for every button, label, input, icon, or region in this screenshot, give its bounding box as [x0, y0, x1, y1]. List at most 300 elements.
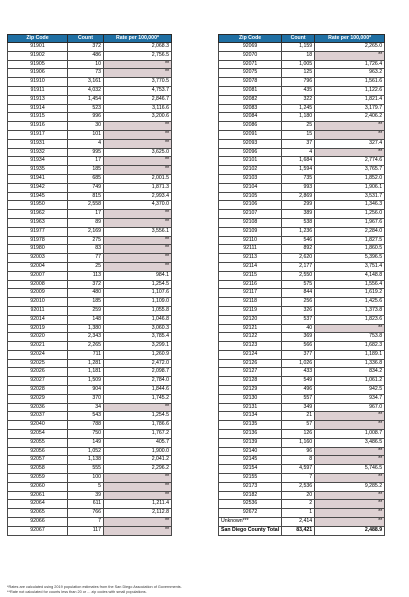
count-cell: 433: [282, 368, 315, 377]
rate-cell: 3,531.7: [315, 192, 385, 201]
rate-cell: 934.7: [315, 394, 385, 403]
zip-cell: 92040: [8, 421, 68, 430]
count-cell: 796: [282, 78, 315, 87]
zip-cell: 92145: [219, 456, 282, 465]
count-cell: 543: [68, 412, 104, 421]
count-cell: 2,558: [68, 201, 104, 210]
rate-cell: 5,396.5: [315, 254, 385, 263]
rate-cell: 753.8: [315, 333, 385, 342]
zip-cell: 92057: [8, 456, 68, 465]
count-cell: 735: [282, 174, 315, 183]
rate-cell: **: [315, 421, 385, 430]
zip-cell: 92103: [219, 174, 282, 183]
table-row: [219, 447, 385, 456]
table-row: [219, 51, 385, 60]
table-row: [8, 78, 172, 87]
count-cell: 1,159: [282, 43, 315, 52]
zip-cell: 91942: [8, 183, 68, 192]
table-row: [8, 430, 172, 439]
table-row: [8, 201, 172, 210]
count-cell: 480: [68, 289, 104, 298]
rate-cell: 1,122.6: [315, 86, 385, 95]
table-row: [8, 491, 172, 500]
zip-cell: 92014: [8, 315, 68, 324]
zip-cell: 91917: [8, 130, 68, 139]
rate-cell: 967.0: [315, 403, 385, 412]
rate-cell: **: [104, 166, 172, 175]
zip-cell: 92101: [219, 157, 282, 166]
table-row: [219, 95, 385, 104]
table-row: [8, 482, 172, 491]
unknown-row: [219, 518, 385, 527]
zip-cell: 92027: [8, 377, 68, 386]
rate-cell: 2,001.5: [104, 174, 172, 183]
count-cell: 904: [68, 386, 104, 395]
zip-cell: 92070: [219, 51, 282, 60]
count-cell: 17: [68, 210, 104, 219]
zip-cell: 92028: [8, 386, 68, 395]
table-row: [219, 245, 385, 254]
rate-cell: 4,753.7: [104, 86, 172, 95]
count-cell: 549: [282, 377, 315, 386]
count-cell: 1,281: [68, 359, 104, 368]
count-cell: 844: [282, 289, 315, 298]
rate-cell: 1,821.4: [315, 95, 385, 104]
table-row: [8, 166, 172, 175]
rate-cell: **: [104, 526, 172, 535]
rate-cell: 1,786.6: [104, 421, 172, 430]
zip-cell: 91980: [8, 245, 68, 254]
count-cell: 34: [68, 403, 104, 412]
table-row: [8, 403, 172, 412]
table-row: [219, 43, 385, 52]
count-cell: 557: [282, 394, 315, 403]
rate-cell: 3,200.6: [104, 113, 172, 122]
zip-cell: 92124: [219, 350, 282, 359]
count-cell: 1,026: [282, 359, 315, 368]
count-cell: 1: [282, 509, 315, 518]
label-cell: Unknown***: [219, 518, 282, 527]
count-cell: 96: [282, 447, 315, 456]
rate-cell: 2,068.3: [104, 43, 172, 52]
rate-cell: 1,055.8: [104, 306, 172, 315]
rate-cell: 1,109.0: [104, 298, 172, 307]
rate-cell: 3,116.6: [104, 104, 172, 113]
count-cell: 117: [68, 526, 104, 535]
rate-cell: 1,189.1: [315, 350, 385, 359]
rate-cell: 1,256.0: [315, 210, 385, 219]
table-row: [8, 218, 172, 227]
zip-cell: 91935: [8, 166, 68, 175]
zip-cell: 92004: [8, 262, 68, 271]
rate-cell: **: [315, 509, 385, 518]
count-cell: 389: [282, 210, 315, 219]
table-row: [219, 315, 385, 324]
rate-cell: 2,756.5: [104, 51, 172, 60]
table-row: [219, 500, 385, 509]
rate-cell: **: [315, 148, 385, 157]
rate-cell: 3,179.7: [315, 104, 385, 113]
count-cell: 5: [68, 482, 104, 491]
rate-cell: 1,823.6: [315, 315, 385, 324]
count-cell: 4,032: [68, 86, 104, 95]
table-row: [8, 386, 172, 395]
zip-cell: 92082: [219, 95, 282, 104]
count-cell: 83: [68, 245, 104, 254]
count-cell: 685: [68, 174, 104, 183]
table-row: [8, 104, 172, 113]
count-cell: 1,138: [68, 456, 104, 465]
zip-cell: 92129: [219, 386, 282, 395]
rate-cell: 405.7: [104, 438, 172, 447]
rate-cell: **: [315, 491, 385, 500]
zip-cell: 91902: [8, 51, 68, 60]
zip-cell: 92009: [8, 289, 68, 298]
table-row: [8, 157, 172, 166]
table-header-row: [219, 35, 385, 43]
zip-cell: 92096: [219, 148, 282, 157]
zip-cell: 92116: [219, 280, 282, 289]
table-row: [219, 157, 385, 166]
rate-cell: 2,784.0: [104, 377, 172, 386]
zip-cell: 92672: [219, 509, 282, 518]
count-cell: 372: [68, 43, 104, 52]
rate-cell: **: [315, 447, 385, 456]
table-row: [8, 394, 172, 403]
zip-cell: 92026: [8, 368, 68, 377]
count-cell: 2,177: [282, 262, 315, 271]
rate-cell: **: [315, 324, 385, 333]
count-cell: 537: [282, 315, 315, 324]
zip-cell: 92127: [219, 368, 282, 377]
rate-cell: 1,852.0: [315, 174, 385, 183]
table-row: [219, 394, 385, 403]
rate-cell: 3,060.3: [104, 324, 172, 333]
rate-cell: 1,561.6: [315, 78, 385, 87]
count-cell: 2,550: [282, 271, 315, 280]
table-row: [219, 218, 385, 227]
zip-cell: 91934: [8, 157, 68, 166]
zip-cell: 92058: [8, 465, 68, 474]
zip-cell: 92536: [219, 500, 282, 509]
zip-cell: 92008: [8, 280, 68, 289]
table-row: [219, 289, 385, 298]
rate-cell: 1,260.9: [104, 350, 172, 359]
rate-cell: 1,619.2: [315, 289, 385, 298]
table-row: [8, 262, 172, 271]
count-cell: 37: [282, 139, 315, 148]
zip-cell: 92107: [219, 210, 282, 219]
rate-cell: 1,871.3: [104, 183, 172, 192]
table-row: [219, 86, 385, 95]
rate-cell: 942.5: [315, 386, 385, 395]
zip-cell: 91932: [8, 148, 68, 157]
table-row: [8, 518, 172, 527]
zip-cell: 91931: [8, 139, 68, 148]
count-cell: 2,169: [68, 227, 104, 236]
table-row: [8, 43, 172, 52]
count-cell: 77: [68, 254, 104, 263]
zip-cell: 92130: [219, 394, 282, 403]
zip-cell: 92060: [8, 482, 68, 491]
count-cell: 113: [68, 271, 104, 280]
zip-cell: 92110: [219, 236, 282, 245]
rate-cell: **: [315, 456, 385, 465]
table-row: [219, 113, 385, 122]
count-cell: 101: [68, 130, 104, 139]
zip-cell: 92065: [8, 509, 68, 518]
count-cell: 1,160: [282, 438, 315, 447]
rate-cell: 2,041.2: [104, 456, 172, 465]
count-cell: 435: [282, 86, 315, 95]
count-cell: 2: [282, 500, 315, 509]
table-row: [219, 438, 385, 447]
count-cell: 256: [282, 298, 315, 307]
zip-cell: 92111: [219, 245, 282, 254]
table-row: [219, 403, 385, 412]
zip-cell: 91901: [8, 43, 68, 52]
rate-cell: **: [315, 51, 385, 60]
table-row: [8, 183, 172, 192]
zip-cell: 92108: [219, 218, 282, 227]
count-cell: 750: [68, 430, 104, 439]
count-cell: 486: [68, 51, 104, 60]
table-row: [8, 86, 172, 95]
rate-cell: 3,751.4: [315, 262, 385, 271]
zip-cell: 92011: [8, 306, 68, 315]
rate-cell: 1,373.8: [315, 306, 385, 315]
table-row: [219, 342, 385, 351]
table-row: [8, 210, 172, 219]
zip-cell: 91978: [8, 236, 68, 245]
rate-cell: **: [104, 491, 172, 500]
rate-cell: 1,967.6: [315, 218, 385, 227]
count-cell: 3,161: [68, 78, 104, 87]
count-cell: 996: [68, 113, 104, 122]
count-cell: 15: [282, 130, 315, 139]
zip-cell: 92086: [219, 122, 282, 131]
zip-cell: 92139: [219, 438, 282, 447]
table-row: [219, 324, 385, 333]
zip-cell: 92067: [8, 526, 68, 535]
count-cell: 7: [282, 474, 315, 483]
zip-cell: 92106: [219, 201, 282, 210]
zip-cell: 91905: [8, 60, 68, 69]
table-row: [8, 236, 172, 245]
rate-cell: 2,265.0: [315, 43, 385, 52]
count-cell: 322: [282, 95, 315, 104]
count-cell: 18: [282, 51, 315, 60]
count-cell: 25: [282, 122, 315, 131]
rate-cell: 963.2: [315, 69, 385, 78]
table-row: [8, 315, 172, 324]
count-cell: 4: [282, 148, 315, 157]
count-cell: 1,594: [282, 166, 315, 175]
table-row: [219, 509, 385, 518]
zip-cell: 92126: [219, 359, 282, 368]
count-cell: 20: [282, 491, 315, 500]
count-cell: 100: [68, 474, 104, 483]
table-row: [8, 438, 172, 447]
rate-cell: **: [104, 69, 172, 78]
rate-header: Rate per 100,000*: [315, 35, 385, 43]
count-cell: 749: [68, 183, 104, 192]
zip-cell: 92007: [8, 271, 68, 280]
table-row: [219, 359, 385, 368]
table-row: [219, 130, 385, 139]
zip-cell: 92109: [219, 227, 282, 236]
rate-cell: 3,556.1: [104, 227, 172, 236]
table-row: [219, 377, 385, 386]
table-header-row: [8, 35, 172, 43]
zip-cell: 92115: [219, 271, 282, 280]
zip-cell: 92054: [8, 430, 68, 439]
table-row: [219, 298, 385, 307]
table-row: [8, 227, 172, 236]
table-row: [8, 474, 172, 483]
table-row: [219, 482, 385, 491]
table-row: [8, 298, 172, 307]
count-cell: 17: [68, 157, 104, 166]
table-row: [219, 421, 385, 430]
rate-cell: **: [315, 412, 385, 421]
table-row: [8, 500, 172, 509]
count-cell: 372: [68, 280, 104, 289]
rate-cell: **: [104, 157, 172, 166]
zip-cell: 92105: [219, 192, 282, 201]
table-row: [8, 377, 172, 386]
table-row: [8, 324, 172, 333]
rate-cell: **: [104, 262, 172, 271]
zip-cell: 92021: [8, 342, 68, 351]
count-cell: 788: [68, 421, 104, 430]
rate-cell: **: [104, 236, 172, 245]
rate-cell: 3,299.1: [104, 342, 172, 351]
footnote-rates: *Rates are calculated using 2019 population estimates from the San Diego Association of Governments.: [7, 585, 182, 589]
rate-cell: 2,098.7: [104, 368, 172, 377]
rate-cell: 1,745.2: [104, 394, 172, 403]
count-cell: 1,245: [282, 104, 315, 113]
count-cell: 57: [282, 421, 315, 430]
table-row: [219, 227, 385, 236]
count-cell: 299: [282, 201, 315, 210]
rate-cell: 1,254.5: [104, 280, 172, 289]
count-cell: 611: [68, 500, 104, 509]
count-cell: 148: [68, 315, 104, 324]
zip-cell: 91962: [8, 210, 68, 219]
table-row: [219, 148, 385, 157]
zip-cell: 92119: [219, 306, 282, 315]
count-cell: 126: [282, 430, 315, 439]
count-header: Count: [282, 35, 315, 43]
zip-cell: 92061: [8, 491, 68, 500]
zip-cell: 92173: [219, 482, 282, 491]
count-cell: 1,684: [282, 157, 315, 166]
zip-cell: 92010: [8, 298, 68, 307]
table-row: [8, 69, 172, 78]
rate-cell: 1,046.8: [104, 315, 172, 324]
count-cell: 89: [68, 218, 104, 227]
zip-cell: 92029: [8, 394, 68, 403]
table-row: [219, 104, 385, 113]
right-zip-table: [218, 34, 385, 536]
county-total-row: [219, 526, 385, 535]
rate-cell: **: [315, 500, 385, 509]
table-row: [8, 368, 172, 377]
rate-cell: 2,488.9: [315, 526, 385, 535]
table-row: [8, 333, 172, 342]
table-row: [8, 60, 172, 69]
zip-cell: 91910: [8, 78, 68, 87]
rate-cell: 327.4: [315, 139, 385, 148]
rate-cell: 2,406.2: [315, 113, 385, 122]
rate-cell: 1,900.0: [104, 447, 172, 456]
table-row: [8, 447, 172, 456]
footnotes: [7, 585, 402, 595]
rate-cell: 5,746.5: [315, 465, 385, 474]
zip-cell: 92093: [219, 139, 282, 148]
zip-cell: 92078: [219, 78, 282, 87]
table-row: [219, 254, 385, 263]
count-cell: 1,236: [282, 227, 315, 236]
table-row: [219, 236, 385, 245]
rate-cell: 3,770.5: [104, 78, 172, 87]
zip-cell: 92182: [219, 491, 282, 500]
rate-cell: 1,336.8: [315, 359, 385, 368]
table-row: [219, 271, 385, 280]
zip-cell: 92120: [219, 315, 282, 324]
rate-cell: 3,625.0: [104, 148, 172, 157]
zip-cell: 91913: [8, 95, 68, 104]
table-row: [8, 245, 172, 254]
count-cell: 1,454: [68, 95, 104, 104]
table-row: [219, 465, 385, 474]
table-row: [8, 412, 172, 421]
table-row: [8, 95, 172, 104]
rate-cell: **: [104, 130, 172, 139]
zip-cell: 92104: [219, 183, 282, 192]
count-header: Count: [68, 35, 104, 43]
rate-cell: 2,993.4: [104, 192, 172, 201]
zip-code-header: Zip Code: [219, 35, 282, 43]
table-row: [219, 192, 385, 201]
table-row: [219, 456, 385, 465]
count-cell: 815: [68, 192, 104, 201]
rate-cell: 1,346.3: [315, 201, 385, 210]
rate-cell: 1,008.7: [315, 430, 385, 439]
table-row: [8, 122, 172, 131]
count-cell: 40: [282, 324, 315, 333]
table-row: [219, 166, 385, 175]
count-cell: 892: [282, 245, 315, 254]
zip-cell: 92081: [219, 86, 282, 95]
zip-cell: 92102: [219, 166, 282, 175]
table-row: [219, 60, 385, 69]
count-cell: 370: [68, 394, 104, 403]
table-row: [8, 148, 172, 157]
count-cell: 538: [282, 218, 315, 227]
zip-cell: 92003: [8, 254, 68, 263]
zip-cell: 92131: [219, 403, 282, 412]
count-cell: 995: [68, 148, 104, 157]
table-row: [219, 306, 385, 315]
table-row: [8, 280, 172, 289]
rate-cell: **: [104, 254, 172, 263]
rate-cell: **: [104, 139, 172, 148]
rate-cell: **: [104, 210, 172, 219]
count-cell: 1,052: [68, 447, 104, 456]
rate-cell: 1,827.5: [315, 236, 385, 245]
